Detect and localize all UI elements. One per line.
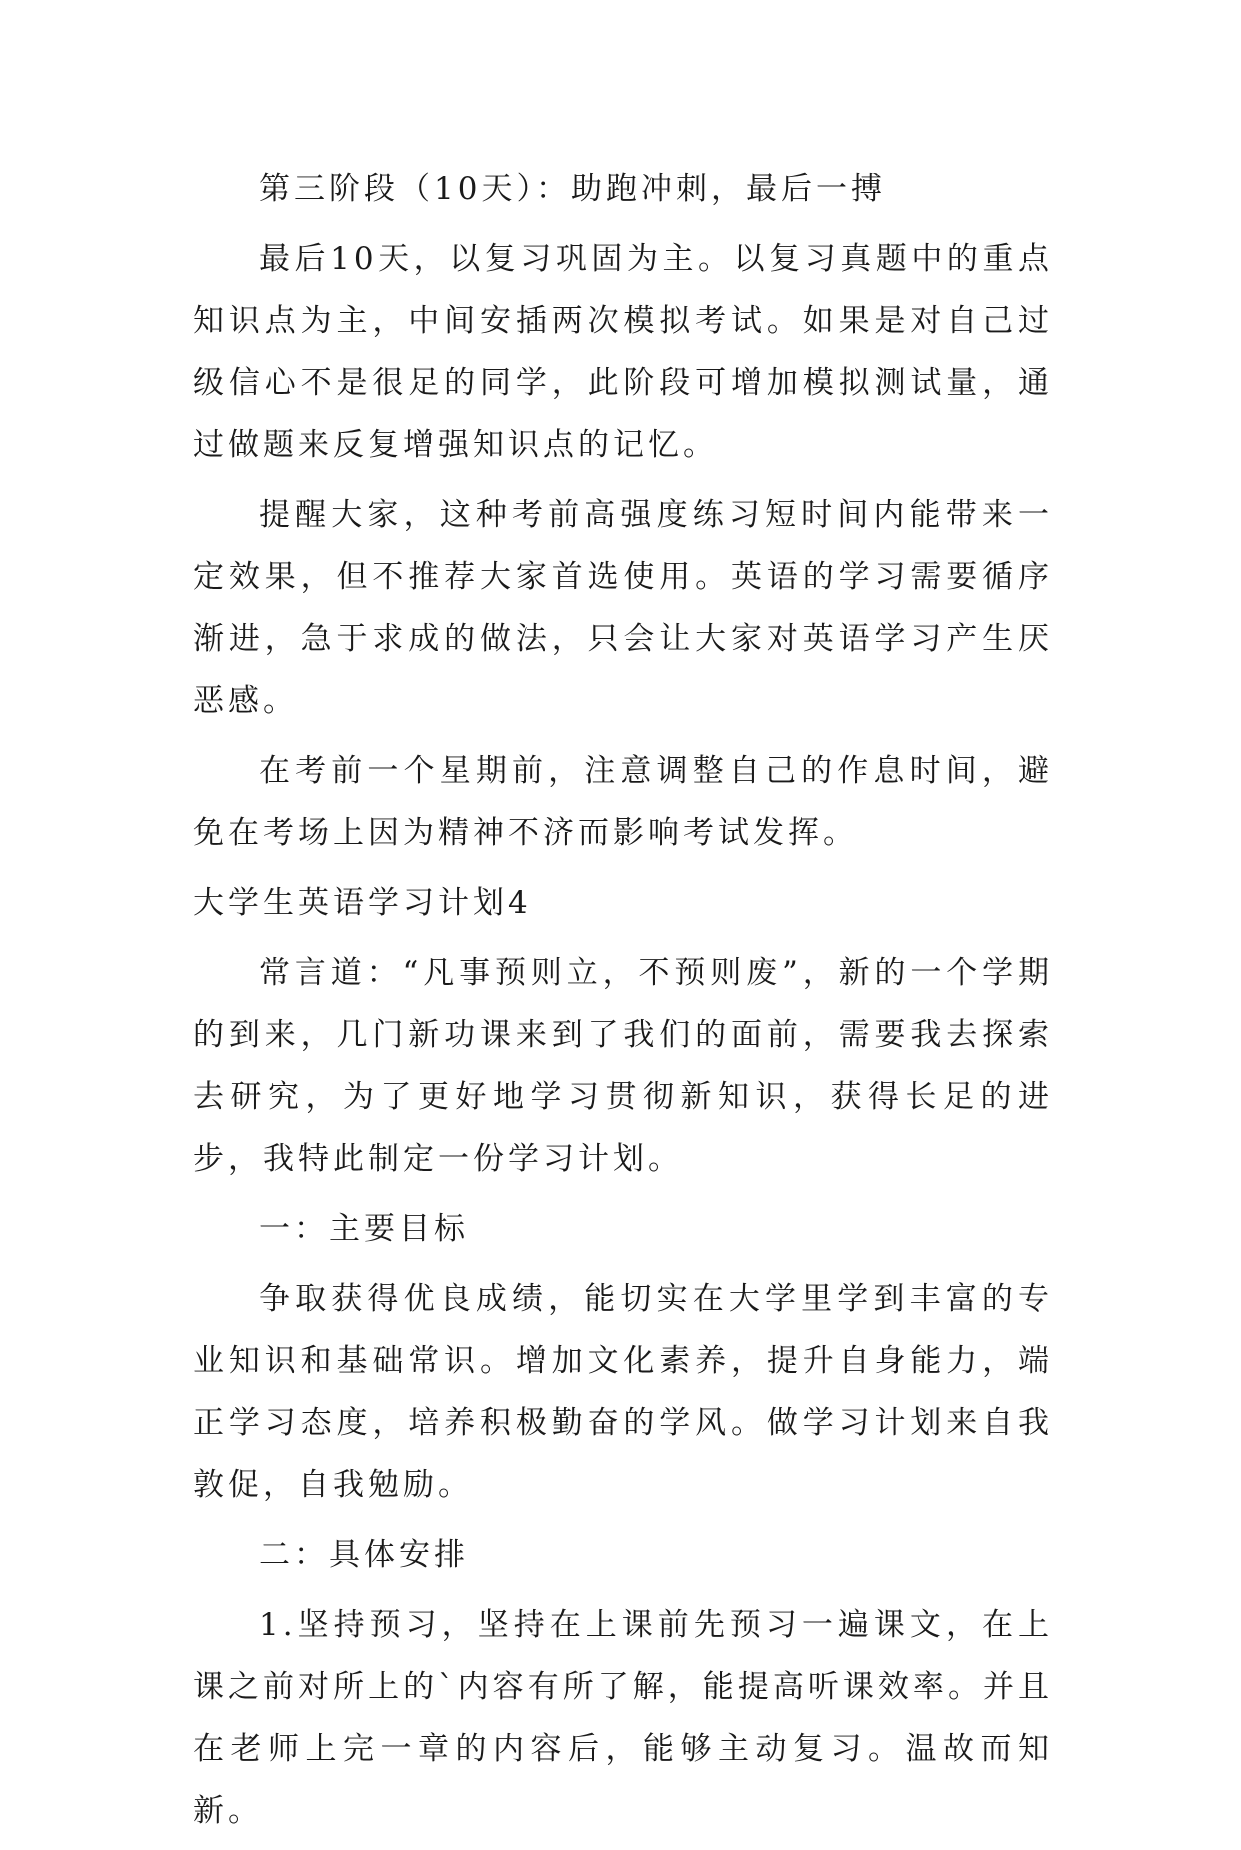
paragraph-arrangement-1: 1.坚持预习，坚持在上课前先预习一遍课文，在上课之前对所上的`内容有所了解，能提高听课效率。并且在老师上完一章的内容后，能够主动复习。温故而知新。 [193,1607,1053,1829]
heading-arrangement: 二：具体安排 [259,1537,469,1573]
paragraph-rest-advice: 在考前一个星期前，注意调整自己的作息时间，避免在考场上因为精神不济而影响考试发挥。 [193,753,1053,851]
document-body [193,158,1053,1850]
paragraph-goal-body: 争取获得优良成绩，能切实在大学里学到丰富的专业知识和基础常识。增加文化素养，提升自身能力，端正学习态度，培养积极勤奋的学风。做学习计划来自我敦促，自我勉励。 [193,1281,1053,1503]
paragraph-stage3-heading: 第三阶段（10天）：助跑冲刺，最后一搏 [259,171,886,207]
heading-main-goal: 一：主要目标 [259,1211,469,1247]
paragraph-plan4-intro: 常言道：“凡事预则立，不预则废”，新的一个学期的到来，几门新功课来到了我们的面前，需要我去探索去研究，为了更好地学习贯彻新知识，获得长足的进步，我特此制定一份学习计划。 [193,955,1053,1177]
section-title-plan4: 大学生英语学习计划4 [193,885,532,921]
paragraph-stage3-body: 最后10天，以复习巩固为主。以复习真题中的重点知识点为主，中间安插两次模拟考试。如果是对自己过级信心不是很足的同学，此阶段可增加模拟测试量，通过做题来反复增强知识点的记忆。 [193,241,1053,463]
paragraph-reminder: 提醒大家，这种考前高强度练习短时间内能带来一定效果，但不推荐大家首选使用。英语的学习需要循序渐进，急于求成的做法，只会让大家对英语学习产生厌恶感。 [193,497,1053,719]
